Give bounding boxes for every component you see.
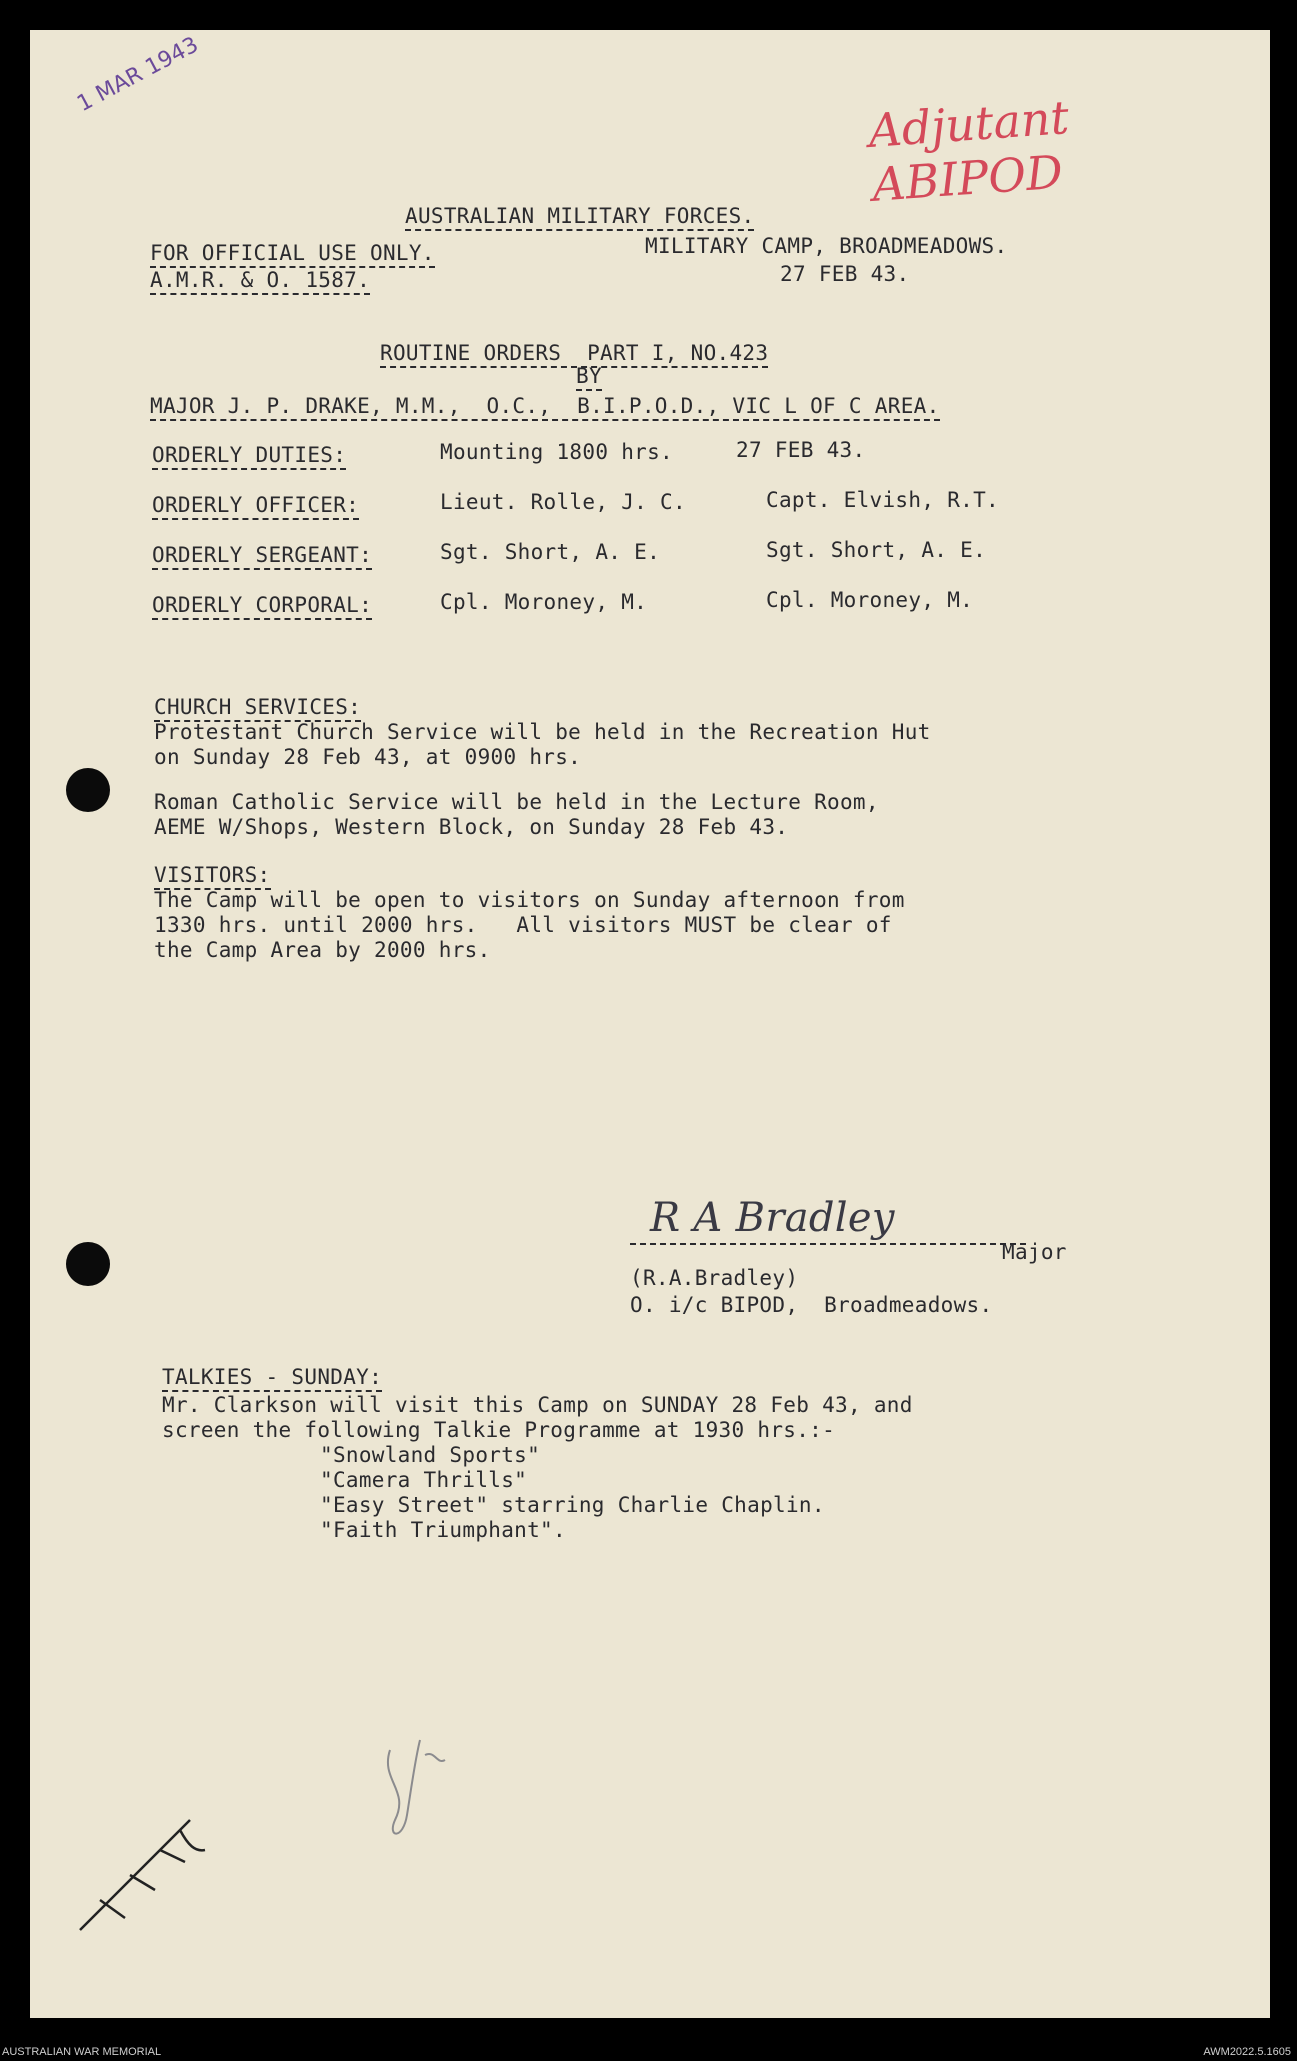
handwritten-annotation: Adjutant ABIPOD [866, 90, 1071, 212]
programme-item: "Snowland Sports" [320, 1443, 541, 1467]
visitors-line: 1330 hrs. until 2000 hrs. All visitors MUST be clear of [154, 913, 892, 937]
date-stamp: 1 MAR 1943 [73, 32, 203, 118]
signatory-title: O. i/c BIPOD, Broadmeadows. [630, 1293, 993, 1317]
official-use: FOR OFFICIAL USE ONLY. [150, 243, 435, 268]
document-page [30, 30, 1270, 2018]
visitors-line: The Camp will be open to visitors on Sunday afternoon from [154, 888, 905, 912]
programme-item: "Easy Street" starring Charlie Chaplin. [320, 1493, 825, 1517]
signature-line [630, 1240, 1050, 1250]
orderly-duties-col1: Mounting 1800 hrs. [440, 440, 673, 464]
church-line: Protestant Church Service will be held in the Recreation Hut [154, 720, 931, 744]
talkies-line: screen the following Talkie Programme at 1930 hrs.:- [162, 1418, 836, 1442]
orderly-duties-col2: 27 FEB 43. [736, 438, 866, 462]
signatory-rank: Major [1002, 1240, 1067, 1264]
orderly-corporal-label: ORDERLY CORPORAL: [152, 595, 372, 620]
talkies-heading: TALKIES - SUNDAY: [162, 1367, 382, 1392]
orderly-duties-label: ORDERLY DUTIES: [152, 445, 346, 470]
church-services-heading: CHURCH SERVICES: [154, 697, 361, 722]
issuing-officer: MAJOR J. P. DRAKE, M.M., O.C., B.I.P.O.D., VIC L OF C AREA. [150, 396, 940, 421]
orderly-corporal-col2: Cpl. Moroney, M. [766, 588, 974, 612]
heading: AUSTRALIAN MILITARY FORCES. [405, 206, 754, 231]
document-date: 27 FEB 43. [780, 262, 910, 286]
routine-orders-title: ROUTINE ORDERS PART I, NO.423 [380, 343, 768, 368]
punch-hole [66, 1242, 110, 1286]
ink-initials-mark [70, 1790, 220, 1940]
amr-reference: A.M.R. & O. 1587. [150, 270, 370, 295]
visitors-line: the Camp Area by 2000 hrs. [154, 938, 491, 962]
camp-location: MILITARY CAMP, BROADMEADOWS. [645, 234, 1008, 258]
orderly-sergeant-label: ORDERLY SERGEANT: [152, 545, 372, 570]
visitors-heading: VISITORS: [154, 865, 271, 890]
programme-item: "Camera Thrills" [320, 1468, 528, 1492]
punch-hole [66, 768, 110, 812]
programme-item: "Faith Triumphant". [320, 1518, 566, 1542]
by-label: BY [576, 366, 602, 391]
church-line: on Sunday 28 Feb 43, at 0900 hrs. [154, 745, 582, 769]
orderly-officer-col2: Capt. Elvish, R.T. [766, 488, 999, 512]
orderly-sergeant-col2: Sgt. Short, A. E. [766, 538, 987, 562]
handwritten-signature: R A Bradley [650, 1195, 895, 1241]
archive-reference: AWM2022.5.1605 [1203, 2046, 1291, 2058]
orderly-officer-col1: Lieut. Rolle, J. C. [440, 490, 686, 514]
archive-credit: AUSTRALIAN WAR MEMORIAL [2, 2046, 162, 2058]
pencil-initials-mark [375, 1720, 455, 1850]
talkies-line: Mr. Clarkson will visit this Camp on SUNDAY 28 Feb 43, and [162, 1393, 913, 1417]
church-line: AEME W/Shops, Western Block, on Sunday 28 Feb 43. [154, 815, 789, 839]
orderly-officer-label: ORDERLY OFFICER: [152, 495, 359, 520]
orderly-corporal-col1: Cpl. Moroney, M. [440, 590, 648, 614]
church-line: Roman Catholic Service will be held in the Lecture Room, [154, 790, 879, 814]
signatory-name: (R.A.Bradley) [630, 1266, 799, 1290]
orderly-sergeant-col1: Sgt. Short, A. E. [440, 540, 661, 564]
